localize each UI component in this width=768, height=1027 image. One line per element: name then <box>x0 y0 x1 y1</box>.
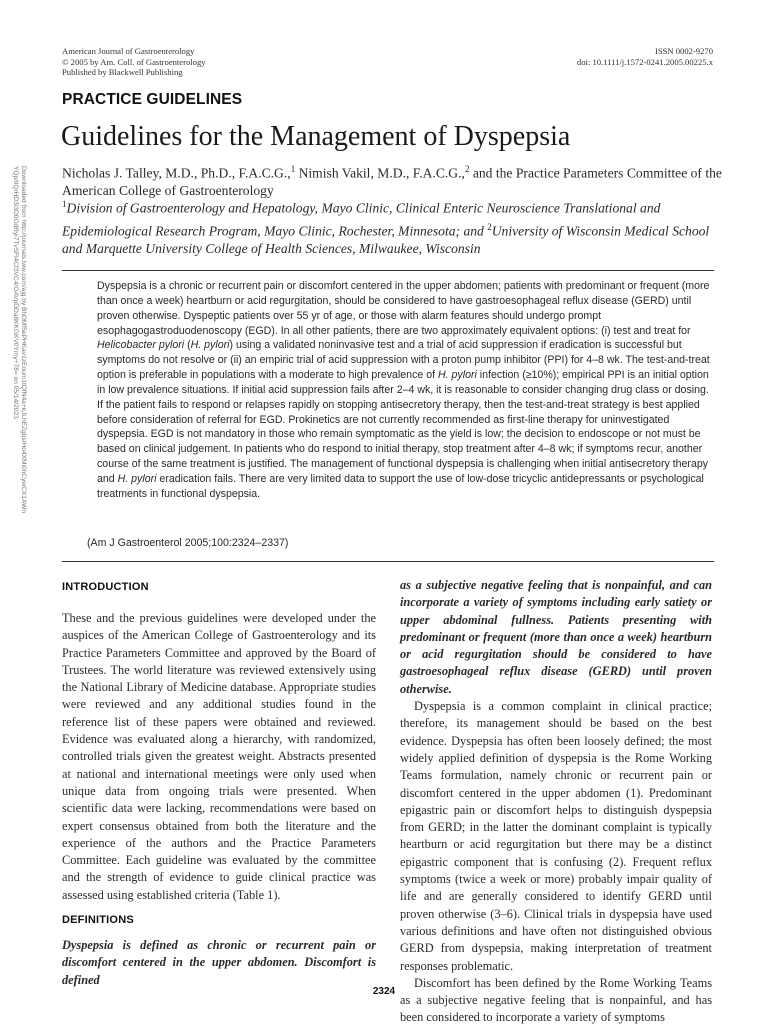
definitions-heading: DEFINITIONS <box>62 914 134 926</box>
abstract-text-3: ) using a validated noninvasive test and a trial of acid suppression if eradication is successful but symptoms do not resolve or (ii) an empiric trial of acid suppression with a proton pump inhibitor (PPI) for 4–8 wk. The test-and-treat option is preferable in populations with a moderate to high prevalence of <box>97 339 710 382</box>
abstract-text-5: eradication fails. There are very limited data to support the use of low-dose tricyclic antidepressants or psychological treatments in functional dyspepsia. <box>97 472 704 500</box>
right-paragraph-2: Discomfort has been defined by the Rome Working Teams as a subjective negative feeling that is nonpainful, and has been considered to incorporate a variety of symptoms <box>400 975 712 1025</box>
affil-sup-2: 2 <box>487 221 492 232</box>
abstract-bottom-rule <box>62 561 714 562</box>
author-sup-1: 1 <box>290 164 296 174</box>
abstract-hp-3: H. pylori <box>117 472 157 485</box>
download-watermark-text <box>11 166 27 513</box>
author-vakil: Nimish Vakil, M.D., F.A.C.G., <box>295 165 465 181</box>
affiliations <box>62 195 722 258</box>
author-sup-2: 2 <box>464 164 470 174</box>
affil-mayo: Division of Gastroenterology and Hepatology, Mayo Clinic, Clinical Enteric Neuroscience Translational and Epidemiological Research Program, Mayo Clinic, Rochester, Minnesota; and <box>62 200 661 239</box>
intro-heading: INTRODUCTION <box>62 581 149 593</box>
section-label: PRACTICE GUIDELINES <box>62 91 243 108</box>
issn-doi-header <box>413 46 713 67</box>
abstract-text-1: Dyspepsia is a chronic or recurrent pain or discomfort centered in the upper abdomen; patients with predominant or frequent (more than once a week) heartburn or acid regurgitation, should be considered to have gastroesophageal reflux disease (GERD) until proven otherwise. Dyspeptic patients over 55 yr of age, or those with alarm features should undergo prompt esophagogastroduodenoscopy (EGD). In all other patients, there are two approximately equivalent options: (i) test and treat for <box>97 280 710 337</box>
publisher-line: Published by Blackwell Publishing <box>62 67 183 78</box>
abstract-hp-2: H. pylori <box>437 369 477 382</box>
abstract-text-4: infection (≥10%); empirical PPI is an initial option in low prevalence situations. If initial acid suppression fails after 2–4 wk, it is reasonable to consider changing drug class or dosing. If the patient fails to respond or relapses rapidly on stopping antisecretory therapy, then the test-and-treat strategy is best applied before consideration of referral for EGD. Prokinetics are not currently recommended as first-line therapy for uninvestigated dyspepsia. EGD is not mandatory in those who remain symptomatic as the yield is low; the decision to endoscope or not must be based on clinical judgement. In patients who do respond to initial therapy, stop treatment after 4–8 wk; if symptoms recur, another course of the same treatment is justified. The management of functional dyspepsia is challenging when initial antisecretory therapy and <box>97 369 709 485</box>
citation: (Am J Gastroenterol 2005;100:2324–2337) <box>87 537 289 549</box>
journal-name: American Journal of Gastroenterology <box>62 46 195 56</box>
abstract-hp: H. pylori <box>190 339 230 352</box>
affil-wisconsin: University of Wisconsin Medical School and Marquette University College of Health Sciences, Milwaukee, Wisconsin <box>62 223 710 257</box>
watermark-line-1: Downloaded from http://journals.lww.com/ajg by BhDMf5ePHKav1zEoum1tQfN4a+kJLhEZgbsIHo4XMi0hCywCX1AWn <box>20 166 27 513</box>
affil-sup-1: 1 <box>62 199 67 209</box>
author-list <box>62 161 722 200</box>
author-talley: Nicholas J. Talley, M.D., Ph.D., F.A.C.G., <box>62 165 291 181</box>
right-paragraph-1: Dyspepsia is a common complaint in clinical practice; therefore, its management should be based on the best evidence. Dyspepsia has often been loosely defined; the most widely applied definition of dyspepsia is the Rome Working Teams formulation, namely chronic or recurrent pain or discomfort centered in the upper abdomen (1). Predominant epigastric pain or discomfort helps to distinguish dyspepsia from GERD; in the latter the dominant complaint is typically heartburn or acid regurgitation but there may be a distinct epigastric component that is confusing (2). Frequent reflux symptoms (twice a week or more) probably impair quality of life and are generally considered to identify GERD until proven otherwise (3–6). Clinical trials in dyspepsia have used various definitions and have often not distinguished obvious GERD from dyspepsia, making interpretation of treatment responses problematic. <box>400 699 712 973</box>
intro-body: These and the previous guidelines were developed under the auspices of the American College of Gastroenterology and its Practice Parameters Committee and approved by the Board of Trustees. The world literature was reviewed extensively using the National Library of Medicine database. Appropriate studies were reviewed and any additional studies found in the reference list of these papers were obtained and reviewed. Evidence was evaluated along a hierarchy, with randomized, controlled trials given the greatest weight. Abstracts presented at national and international meetings were only used when unique data from ongoing trials were presented. When scientific data were lacking, recommendations were based on expert consensus obtained from both the literature and the experience of the authors and the Practice Parameters Committee. Each guideline was evaluated by the committee and the strength of evidence to guide clinical practice was assessed using established criteria (Table 1). <box>62 611 376 902</box>
doi: doi: 10.1111/j.1572-0241.2005.00225.x <box>576 56 713 67</box>
definitions-lead: Dyspepsia is defined as chronic or recurrent pain or discomfort centered in the upper abdomen. Discomfort is defined <box>62 938 376 987</box>
article-title: Guidelines for the Management of Dyspepsia <box>61 121 571 152</box>
abstract-top-rule <box>62 270 714 271</box>
abstract-text-2: ( <box>184 339 191 352</box>
download-watermark <box>12 166 27 596</box>
author-committee: and the Practice Parameters Committee of the American College of Gastroenterology <box>62 165 722 199</box>
abstract <box>97 279 715 502</box>
watermark-line-2: YQp/IlQrHD3i3D0OdRyi7TvSFl4Cf3VC4/OAVpDDa8KKGKV0Ymy+78= on 05/14/2023 <box>12 166 19 419</box>
issn: ISSN 0002-9270 <box>654 46 713 56</box>
right-column <box>400 577 712 1027</box>
abstract-hp-full: Helicobacter pylori <box>97 339 185 352</box>
copyright-line: © 2005 by Am. Coll. of Gastroenterology <box>62 56 206 67</box>
definition-continued: as a subjective negative feeling that is nonpainful, and can incorporate a variety of symptoms including early satiety or upper abdominal fullness. Patients presenting with predominant or frequent (more than once a week) heartburn or acid regurgitation should be considered to have gastroesophageal reflux disease (GERD) until proven otherwise. <box>400 578 712 696</box>
page-number: 2324 <box>372 986 396 997</box>
journal-header <box>62 46 362 78</box>
